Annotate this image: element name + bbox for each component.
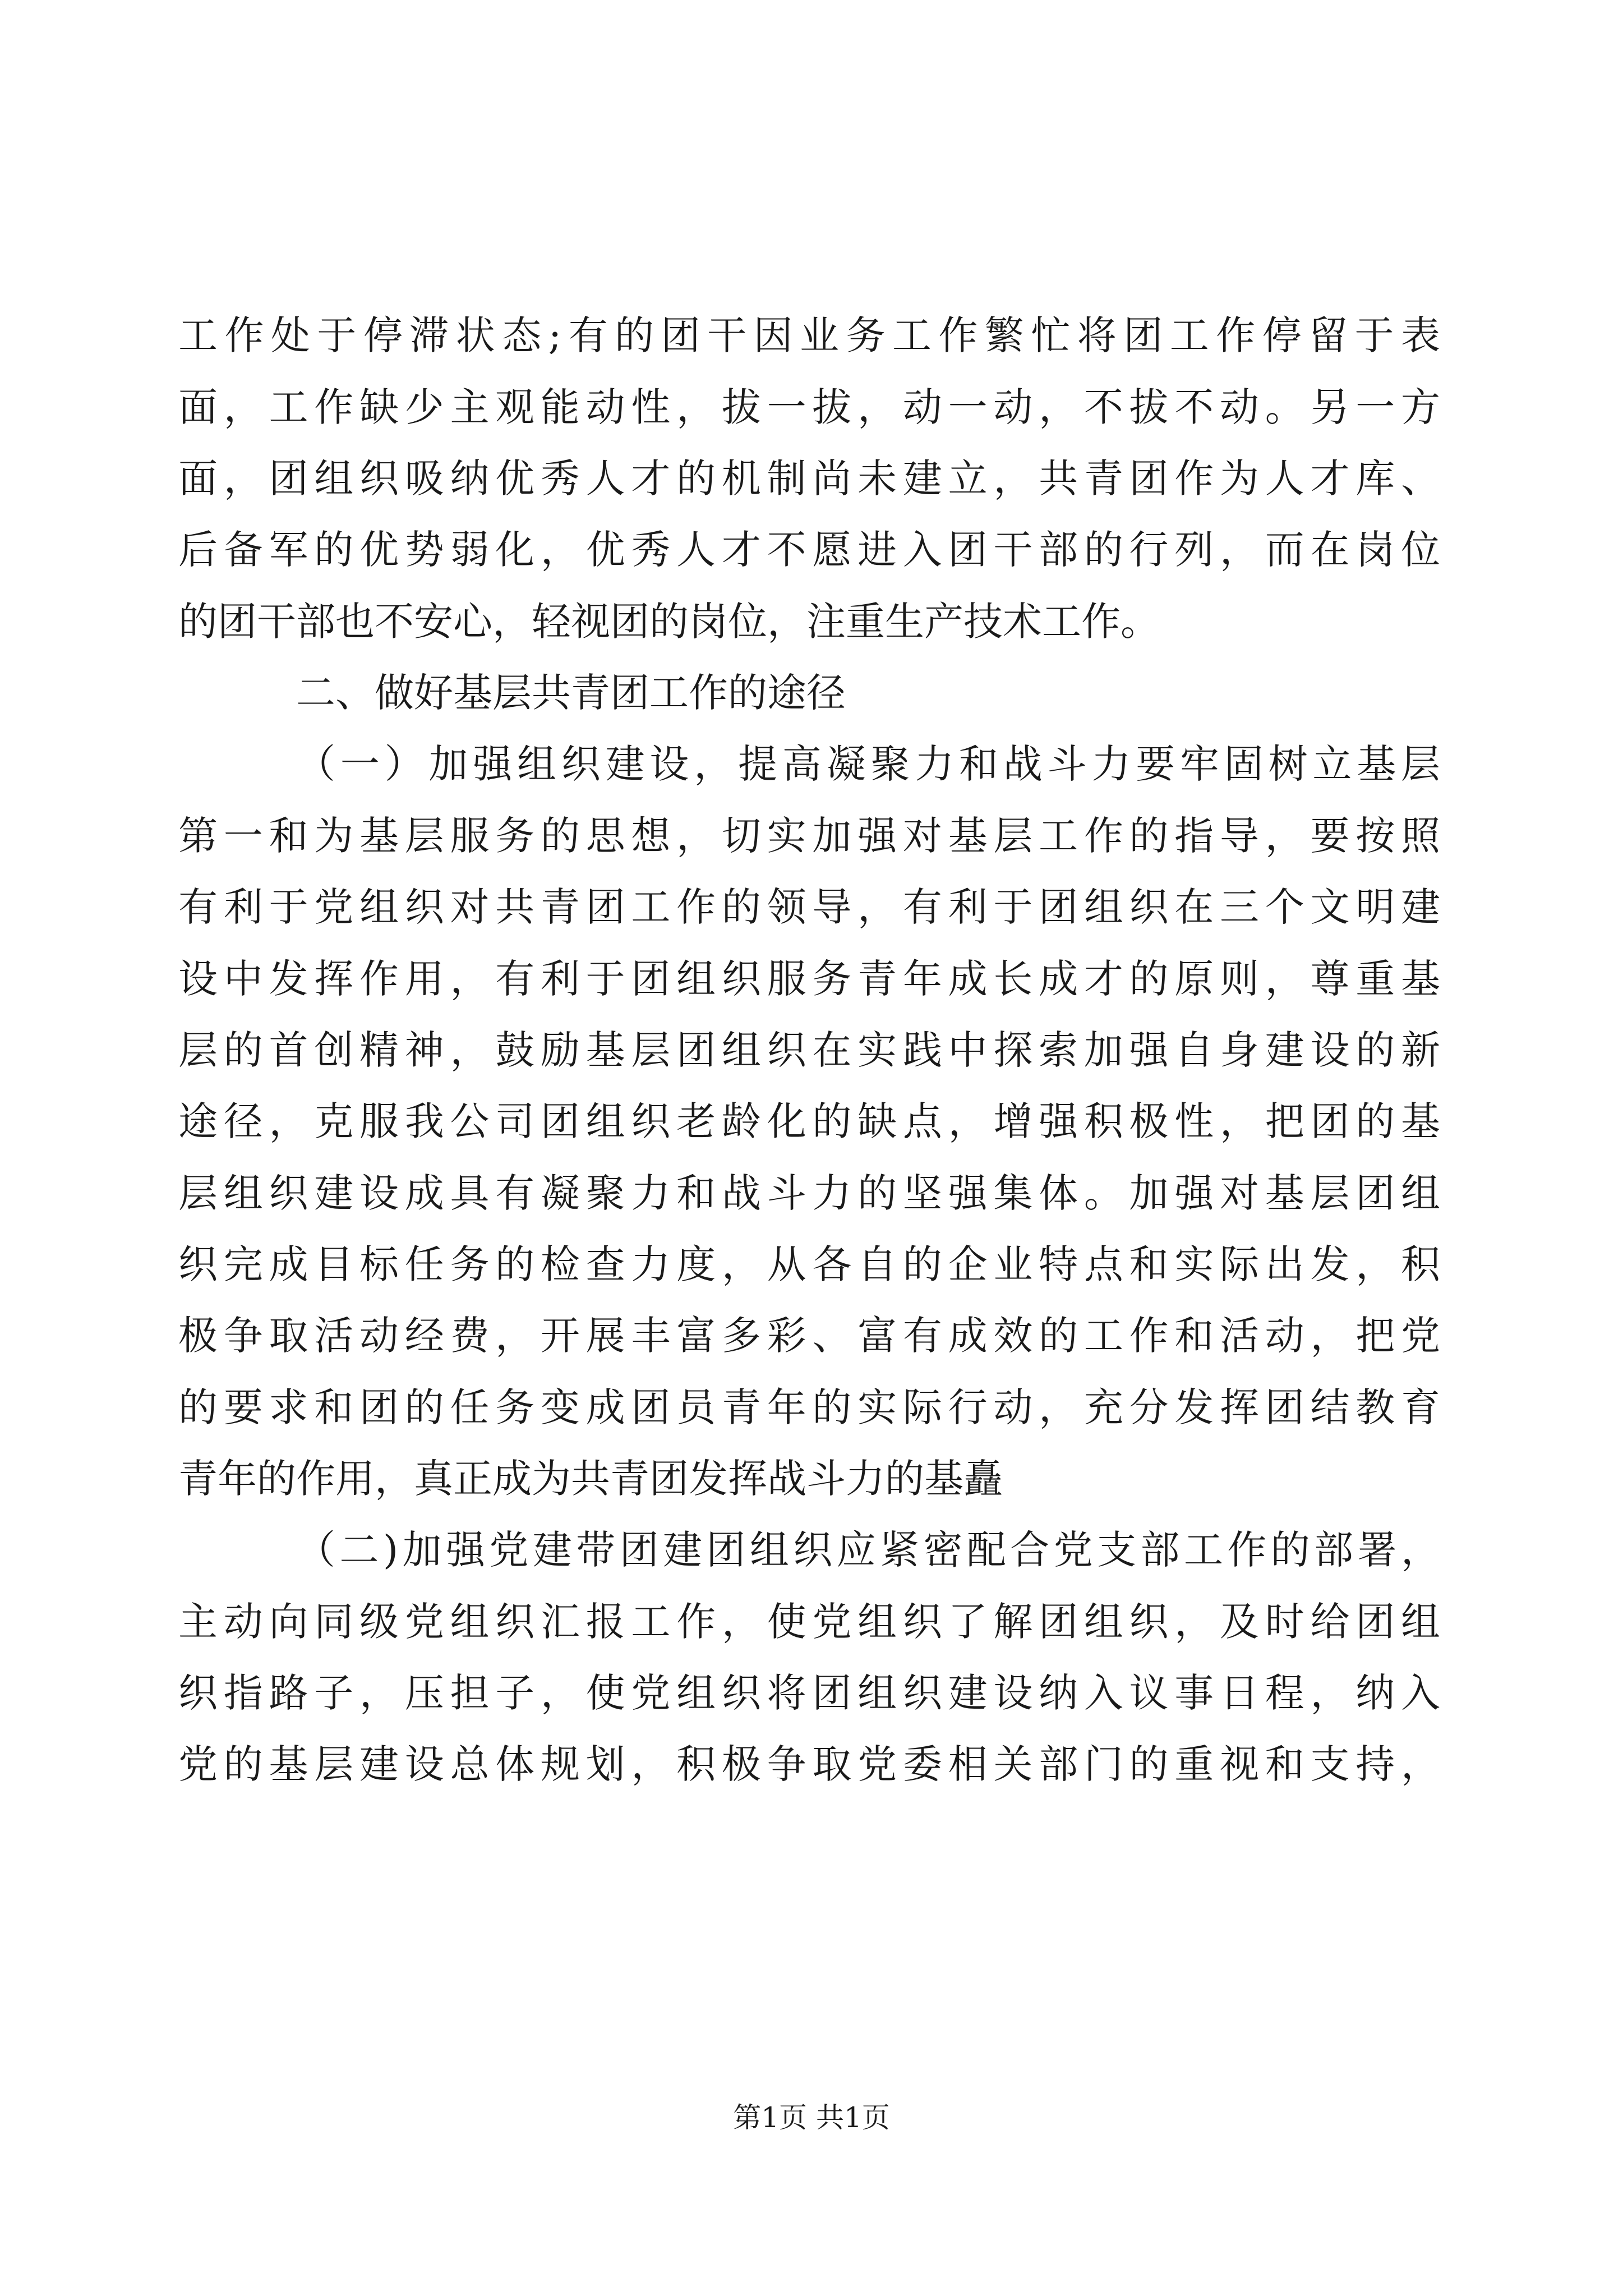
text-line: 面，工作缺少主观能动性，拔一拔，动一动，不拔不动。另一方 — [178, 384, 1440, 430]
text-line: 途径，克服我公司团组织老龄化的缺点，增强积极性，把团的基 — [178, 1098, 1440, 1144]
subsection-heading: （二)加强党建带团建团组织应紧密配合党支部工作的部署， — [296, 1527, 1440, 1573]
text-line: 极争取活动经费，开展丰富多彩、富有成效的工作和活动，把党 — [178, 1313, 1440, 1359]
section-heading: 二、做好基层共青团工作的途径 — [296, 670, 846, 716]
text-line: 织完成目标任务的检查力度，从各自的企业特点和实际出发，积 — [178, 1241, 1440, 1287]
text-line: 的团干部也不安心，轻视团的岗位，注重生产技术工作。 — [178, 599, 1160, 645]
text-line: 设中发挥作用，有利于团组织服务青年成长成才的原则，尊重基 — [178, 956, 1440, 1002]
text-line: 党的基层建设总体规划，积极争取党委相关部门的重视和支持， — [178, 1741, 1440, 1787]
text-line: 面，团组织吸纳优秀人才的机制尚未建立，共青团作为人才库、 — [178, 455, 1440, 501]
text-line: 工作处于停滞状态;有的团干因业务工作繁忙将团工作停留于表 — [178, 312, 1440, 358]
text-line: 有利于党组织对共青团工作的领导，有利于团组织在三个文明建 — [178, 884, 1440, 930]
text-line: 后备军的优势弱化，优秀人才不愿进入团干部的行列，而在岗位 — [178, 527, 1440, 573]
text-line: 层组织建设成具有凝聚力和战斗力的坚强集体。加强对基层团组 — [178, 1170, 1440, 1216]
text-line: 主动向同级党组织汇报工作，使党组织了解团组织，及时给团组 — [178, 1599, 1440, 1645]
text-line: 层的首创精神，鼓励基层团组织在实践中探索加强自身建设的新 — [178, 1027, 1440, 1073]
text-line: 第一和为基层服务的思想，切实加强对基层工作的指导，要按照 — [178, 813, 1440, 859]
text-line: 的要求和团的任务变成团员青年的实际行动，充分发挥团结教育 — [178, 1384, 1440, 1430]
text-line: 织指路子，压担子，使党组织将团组织建设纳入议事日程，纳入 — [178, 1670, 1440, 1716]
subsection-heading: （一）加强组织建设，提高凝聚力和战斗力要牢固树立基层 — [296, 741, 1440, 787]
text-line: 青年的作用，真正成为共青团发挥战斗力的基矗 — [178, 1456, 1003, 1502]
page-footer: 第1页 共1页 — [733, 2101, 890, 2134]
